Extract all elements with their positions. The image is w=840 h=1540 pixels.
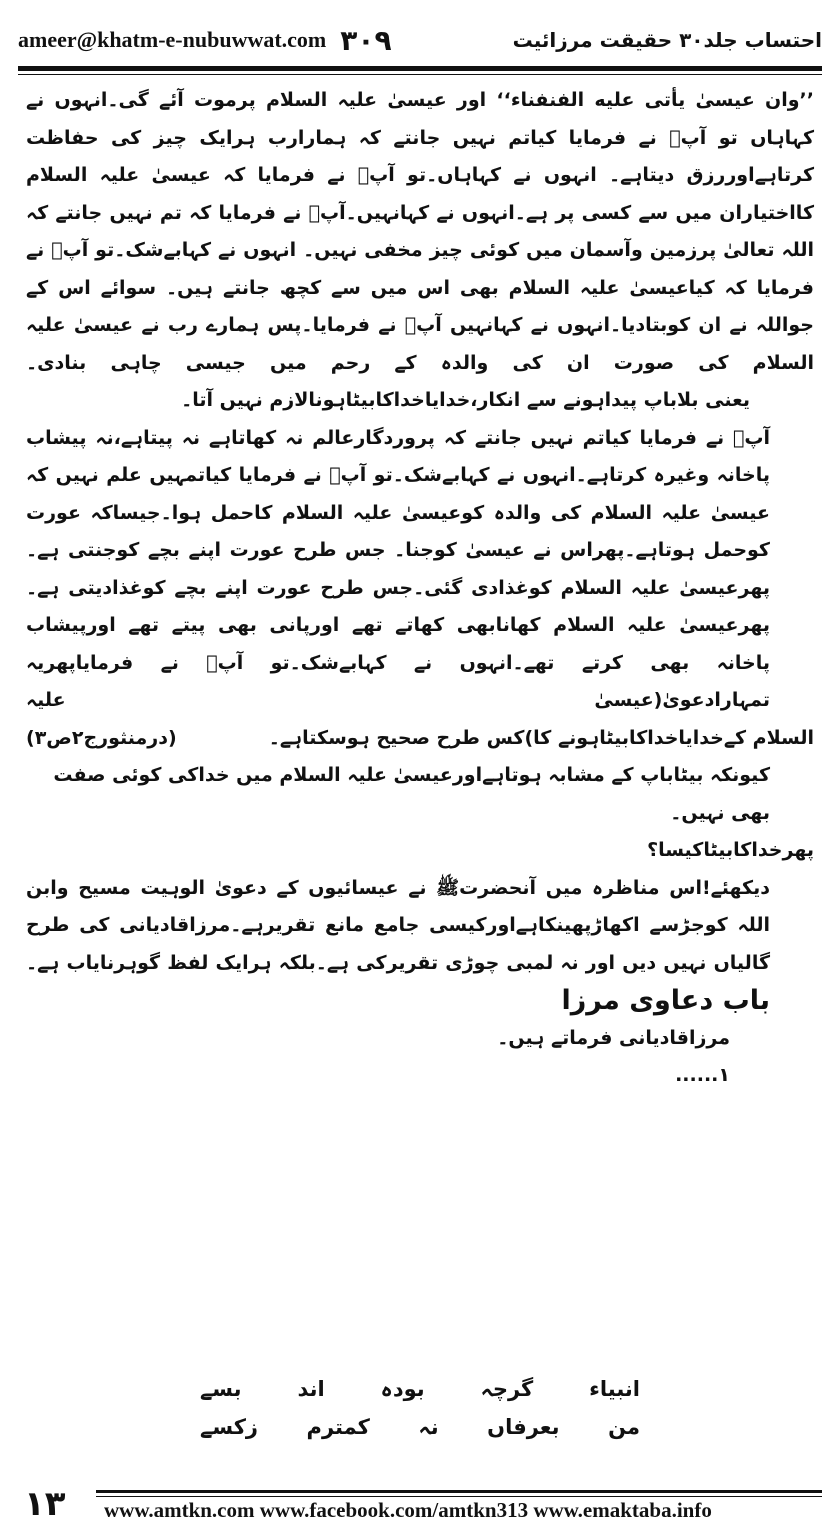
footer-rule-thin bbox=[96, 1496, 822, 1497]
citation-line bbox=[26, 720, 814, 758]
paragraph-5: پھرخداکابیٹاکیسا؟ bbox=[647, 839, 814, 861]
poem-word: بودہ bbox=[380, 1377, 425, 1401]
page-header bbox=[18, 18, 822, 62]
poem-word: بسے bbox=[200, 1377, 242, 1401]
header-rule-thick bbox=[18, 66, 822, 71]
intro-line: مرزاقادیانی فرماتے ہیں۔ bbox=[497, 1026, 730, 1049]
poem bbox=[200, 1377, 640, 1453]
page-body bbox=[26, 82, 814, 1095]
header-book-title: احتساب جلد۳۰ حقیقت مرزائیت bbox=[512, 28, 822, 52]
footer-urls: www.amtkn.com www.facebook.com/amtkn313 www.emaktaba.info bbox=[104, 1498, 712, 1522]
poem-word: انبیاء bbox=[589, 1377, 640, 1401]
poem-word: نہ bbox=[418, 1415, 439, 1439]
footer-page-number: ۱۳ bbox=[24, 1484, 66, 1524]
poem-word: گرچہ bbox=[480, 1377, 534, 1401]
poem-word: اند bbox=[297, 1377, 325, 1401]
header-page-number: ۳۰۹ bbox=[340, 23, 392, 57]
footer-rule-thick bbox=[96, 1490, 822, 1493]
header-email: ameer@khatm-e-nubuwwat.com bbox=[18, 27, 327, 52]
header-rule-thin bbox=[18, 74, 822, 75]
poem-line-2 bbox=[200, 1415, 640, 1453]
page-footer bbox=[18, 1484, 822, 1524]
paragraph-3: آپؐ نے فرمایا کیاتم نہیں جانتے کہ پروردگارعالم نہ کھاتاہے نہ پیتاہے،نہ پیشاب پاخانہ وغیرہ کرتاہے۔انہوں نے کہابےشک۔تو آپؐ نے فرمایا کیاتمہیں علم نہیں کہ عیسیٰ علیہ السلام کی والدہ کوعیسیٰ علیہ السلام کاحمل ہوا۔جیساکہ عورت کوحمل ہوتاہے۔پھراس نے عیسیٰ کوجنا۔ جس طرح عورت اپنے بچے کوجنتی ہے۔پھرعیسیٰ علیہ السلام کوغذادی گئی۔جس طرح عورت اپنے بچے کوغذادیتی ہے۔پھرعیسیٰ علیہ السلام کھانابھی کھاتے تھے اورپانی بھی پیتے تھے اورپیشاب پاخانہ بھی کرتے تھے۔انہوں نے کہابےشک۔تو آپؐ نے فرمایاپھریہ تمہارادعویٰ(عیسیٰ علیہ bbox=[26, 426, 770, 711]
paragraph-4: کیونکہ بیٹاباپ کے مشابہ ہوتاہےاورعیسیٰ علیہ السلام میں خداکی کوئی صفت بھی نہیں۔ bbox=[53, 764, 770, 824]
poem-word: زکسے bbox=[200, 1415, 258, 1439]
poem-word: من bbox=[608, 1415, 640, 1439]
numbering: ۱...... bbox=[675, 1064, 730, 1086]
paragraph-6: دیکھئے!اس مناظرہ میں آنحضرتﷺ نے عیسائیوں کے دعویٰ الوہیت مسیح وابن اللہ کوجڑسے اکھاڑپھینکاہےاورکیسی جامع مانع تقریرہے۔مرزاقادیانی کی طرح گالیاں نہیں دیں اور نہ لمبی چوڑی تقریرکی ہے۔بلکہ ہرایک لفظ گوہرنایاب ہے۔ bbox=[26, 876, 770, 974]
poem-line-1 bbox=[200, 1377, 640, 1415]
paragraph-1: ’’وان عیسیٰ یأتی علیه الفنفناء‘‘ اور عیسیٰ علیہ السلام پرموت آئے گی۔انہوں نے کہاہاں تو آپؐ نے فرمایا کیاتم نہیں جانتے کہ ہمارارب ہرایک چیز کی حفاظت کرتاہےاوررزق دیتاہے۔ انہوں نے کہاہاں۔تو آپؐ نے فرمایا کہ عیسیٰ علیہ السلام کااختیاران میں سے کسی پر ہے۔انہوں نے کہانہیں۔آپؐ نے فرمایا کہ تم نہیں جانتے کہ اللہ تعالیٰ پرزمین وآسمان میں کوئی چیز مخفی نہیں۔ انہوں نے کہابےشک۔تو آپؐ نے فرمایا کہ کیاعیسیٰ علیہ السلام بھی اس میں سے کچھ جانتے ہیں۔ سوائے اس کے جواللہ نے ان کوبتادیا۔انہوں نے کہانہیں آپؐ نے فرمایا۔پس ہمارے رب نے عیسیٰ علیہ السلام کی صورت ان کی والدہ کے رحم میں جیسی چاہی بنادی۔ bbox=[26, 89, 814, 374]
paragraph-2: یعنی بلاباپ پیداہونے سے انکار،خدایاخداکابیٹاہونالازم نہیں آتا۔ bbox=[181, 389, 750, 411]
poem-word: کمترم bbox=[306, 1415, 370, 1439]
paragraph-3-end: السلام کےخدایاخداکابیٹاہونے کا)کس طرح صحیح ہوسکتاہے۔ bbox=[268, 726, 814, 749]
citation: (درمنثورج۲ص۳) bbox=[26, 726, 177, 749]
header-left bbox=[18, 24, 392, 57]
poem-word: بعرفاں bbox=[487, 1415, 560, 1439]
section-heading: باب دعاوی مرزا bbox=[561, 985, 770, 1016]
